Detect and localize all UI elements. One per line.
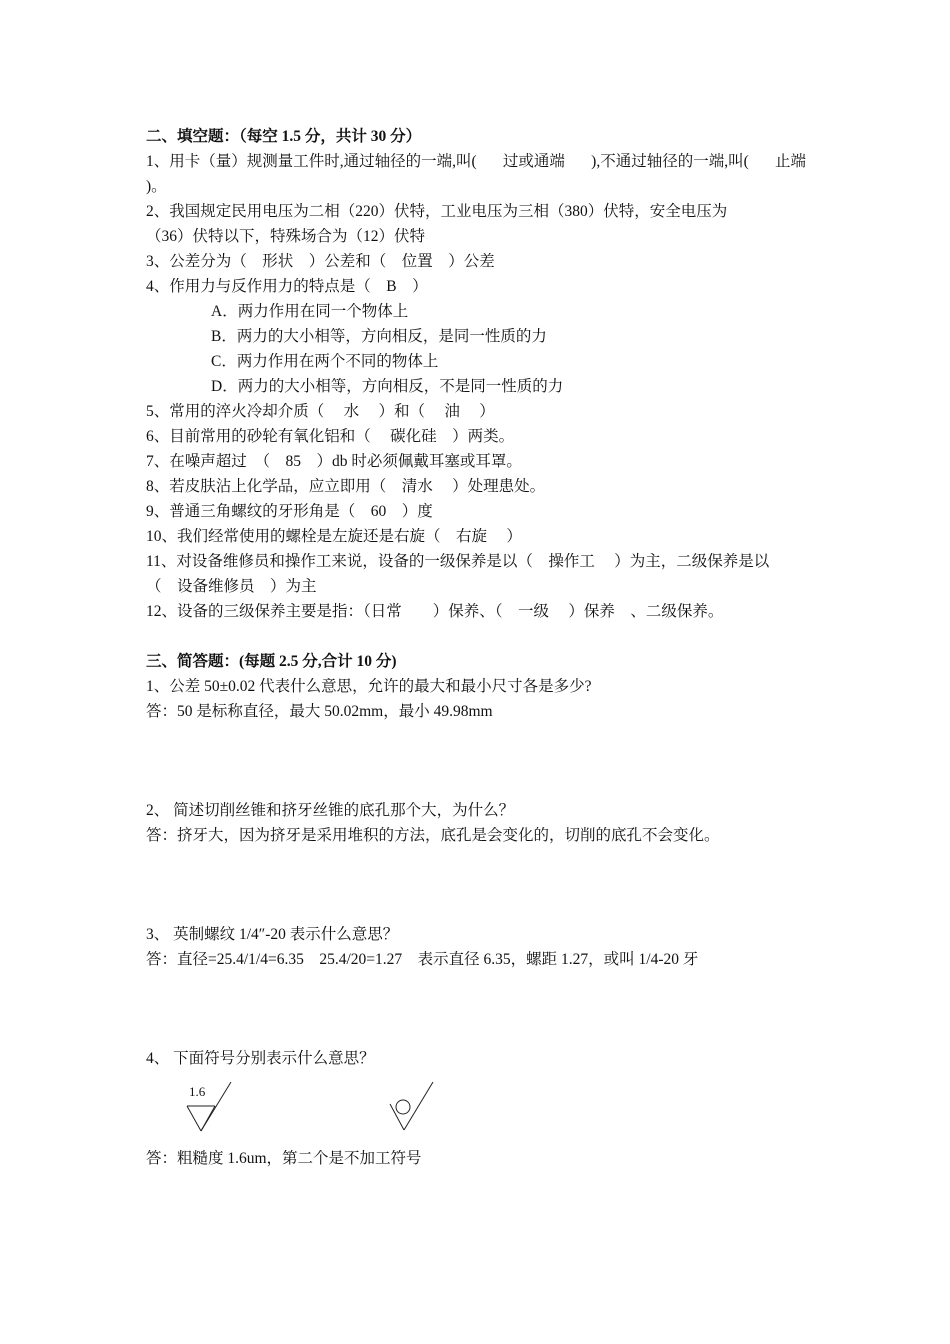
q6: 6、目前常用的砂轮有氧化铝和（ 碳化硅 ）两类。 <box>146 428 515 445</box>
q1-line2: )。 <box>146 178 167 195</box>
q3: 3、公差分为（ 形状 ）公差和（ 位置 ）公差 <box>146 253 495 270</box>
q2-line2: （36）伏特以下，特殊场合为（12）伏特 <box>146 228 426 245</box>
section3-title: 三、简答题：(每题 2.5 分,合计 10 分) <box>146 653 397 670</box>
q1-line1 <box>146 152 806 172</box>
surface-roughness-machined-icon <box>183 1078 235 1134</box>
roughness-value-label: 1.6 <box>189 1084 206 1099</box>
sq1: 1、公差 50±0.02 代表什么意思，允许的最大和最小尺寸各是多少? <box>146 678 592 695</box>
q1-text-a: 1、用卡（量）规测量工件时,通过轴径的一端,叫( <box>146 153 477 170</box>
q2-line1: 2、我国规定民用电压为二相（220）伏特，工业电压为三相（380）伏特，安全电压为 <box>146 203 728 220</box>
sa4: 答：粗糙度 1.6um，第二个是不加工符号 <box>146 1150 422 1167</box>
q4-option-a: A．两力作用在同一个物体上 <box>211 303 409 320</box>
sa3: 答：直径=25.4/1/4=6.35 25.4/20=1.27 表示直径 6.35，螺距 1.27，或叫 1/4-20 牙 <box>146 951 699 968</box>
q4: 4、作用力与反作用力的特点是（ B ） <box>146 278 428 295</box>
q12: 12、设备的三级保养主要是指：（日常 ）保养、（ 一级 ）保养 、二级保养。 <box>146 603 724 620</box>
q1-answer-1: 过或通端 <box>502 153 565 170</box>
surface-not-machined-icon <box>386 1078 438 1134</box>
q9: 9、普通三角螺纹的牙形角是（ 60 ）度 <box>146 503 433 520</box>
q4-option-d: D．两力的大小相等，方向相反，不是同一性质的力 <box>211 378 564 395</box>
section2-title: 二、填空题：（每空 1.5 分，共计 30 分） <box>146 128 422 145</box>
q1-answer-2: 止端 <box>774 153 806 170</box>
q8: 8、若皮肤沾上化学品，应立即用（ 清水 ）处理患处。 <box>146 478 546 495</box>
sq4: 4、 下面符号分别表示什么意思？ <box>146 1050 375 1067</box>
q11-line2: （ 设备维修员 ）为主 <box>146 578 317 595</box>
sq3: 3、 英制螺纹 1/4″-20 表示什么意思？ <box>146 926 399 943</box>
q1-text-c: ),不通过轴径的一端,叫( <box>591 153 749 170</box>
q11-line1: 11、对设备维修员和操作工来说，设备的一级保养是以（ 操作工 ）为主，二级保养是以 <box>146 553 770 570</box>
q7: 7、在噪声超过 （ 85 ）db 时必须佩戴耳塞或耳罩。 <box>146 453 522 470</box>
q4-option-c: C．两力作用在两个不同的物体上 <box>211 353 439 370</box>
sa2: 答：挤牙大，因为挤牙是采用堆积的方法，底孔是会变化的，切削的底孔不会变化。 <box>146 827 720 844</box>
q5: 5、常用的淬火冷却介质（ 水 ）和（ 油 ） <box>146 403 495 420</box>
sa1: 答：50 是标称直径，最大 50.02mm，最小 49.98mm <box>146 703 493 720</box>
q4-option-b: B．两力的大小相等，方向相反，是同一性质的力 <box>211 328 547 345</box>
sq2: 2、 简述切削丝锥和挤牙丝锥的底孔那个大，为什么？ <box>146 802 515 819</box>
q10: 10、我们经常使用的螺栓是左旋还是右旋（ 右旋 ） <box>146 528 522 545</box>
